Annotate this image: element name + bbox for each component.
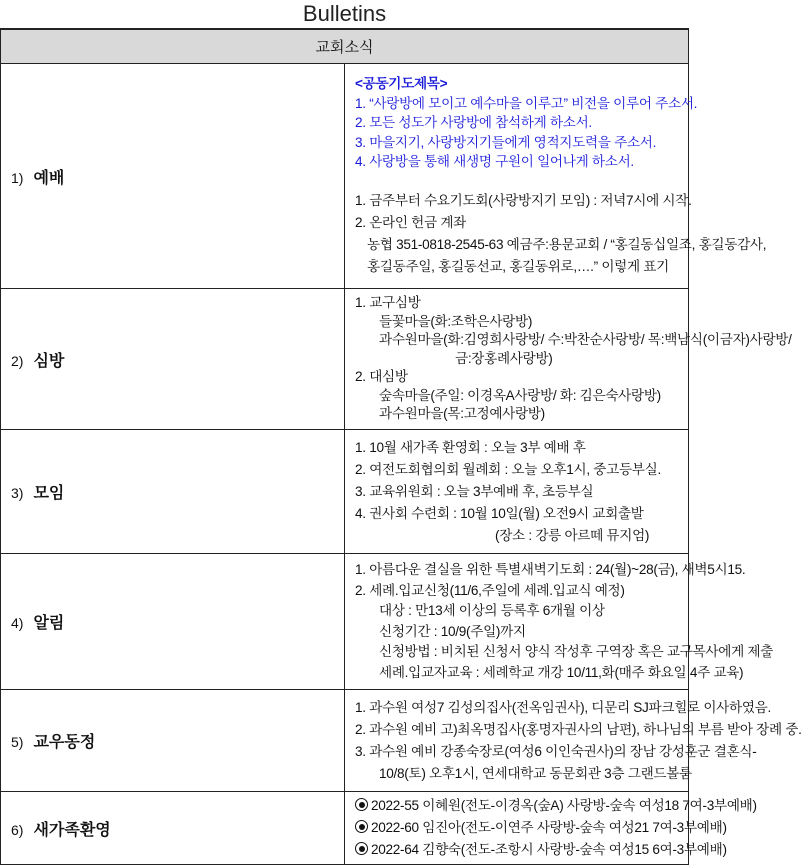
section-number: 6): [11, 821, 24, 838]
list-item: 1. 교구심방: [355, 295, 421, 311]
list-item: 신청기간 : 10/9(주일)까지: [379, 623, 526, 639]
list-item: 4. 권사회 수련회 : 10월 10일(월) 오전9시 교회출발: [355, 505, 644, 521]
prayer-item: 3. 마을지기, 사랑방지기들에게 영적지도력을 주소서.: [355, 134, 657, 150]
list-item: [355, 817, 727, 839]
list-item: 1. 금주부터 수요기도회(사랑방지기 모임) : 저녁7시에 시작.: [355, 192, 692, 208]
list-item: 2. 대심방: [355, 369, 408, 385]
prayer-title: <공동기도제목>: [355, 76, 448, 92]
section-meetings: [1, 430, 689, 554]
list-item: 3. 교육위원회 : 오늘 3부예배 후, 초등부실: [355, 483, 594, 499]
list-item: [355, 795, 757, 817]
page-title: Bulletins: [302, 1, 387, 26]
section-label: 모임: [33, 485, 65, 502]
list-item: 대상 : 만13세 이상의 등록후 6개월 이상: [379, 603, 605, 618]
list-item: (장소 : 강릉 아르떼 뮤지엄): [495, 527, 650, 543]
prayer-item: 4. 사랑방을 통해 새생명 구원이 일어나게 하소서.: [355, 154, 634, 170]
section-notices: [1, 554, 689, 690]
table-header: 교회소식: [1, 29, 689, 64]
radio-bullet-icon: [355, 798, 368, 811]
list-item: 세례.입교자교육 : 세례학교 개강 10/11,화(매주 화요일 4주 교육): [379, 664, 744, 680]
section-label: 교우동정: [33, 734, 96, 751]
list-item: 들꽃마을(화:조학은사랑방): [379, 313, 533, 329]
list-item: 홍길동주일, 홍길동선교, 홍길동위로,….” 이렇게 표기: [367, 258, 669, 274]
list-item: 3. 과수원 예비 강종숙장로(여성6 이인숙권사)의 장남 강성훈군 결혼식-: [355, 743, 757, 759]
section-member-news: [1, 690, 689, 792]
section-new-family: [1, 792, 689, 865]
list-item: 과수원마을(목:고정예사랑방): [379, 406, 545, 422]
list-item: 1. 과수원 여성7 김성의집사(전옥임권사), 디문리 SJ파크힐로 이사하였음.: [355, 699, 771, 715]
section-number: 4): [11, 615, 24, 631]
section-number: 3): [11, 485, 24, 501]
section-worship: [1, 64, 689, 289]
prayer-item: 1. “사랑방에 모이고 예수마을 이루고” 비전을 이루어 주소서.: [355, 95, 698, 111]
new-family-entry: 2022-64 김향숙(전도-조항시 사랑방-숲속 여성15 6여-3부예배): [371, 842, 727, 857]
list-item: 신청방법 : 비치된 신청서 양식 작성후 구역장 혹은 교구목사에게 제출: [379, 644, 774, 659]
list-item: [355, 839, 727, 861]
section-visitation: [1, 289, 689, 430]
section-number: 5): [11, 734, 24, 750]
list-item: 1. 아름다운 결실을 위한 특별새벽기도회 : 24(월)~28(금), 새벽5시15.: [355, 562, 746, 577]
new-family-entry: 2022-55 이혜원(전도-이경옥(숲A) 사랑방-숲속 여성18 7여-3부예배): [371, 798, 757, 813]
list-item: 2. 과수원 예비 고)최옥명집사(홍명자권사의 남편), 하나님의 부름 받아 장례 중.: [355, 721, 802, 737]
section-label: 알림: [33, 615, 65, 632]
list-item: 과수원마을(화:김영희사랑방/ 수:박찬순사랑방/ 목:백남식(이금자)사랑방/: [379, 332, 792, 348]
section-number: 2): [11, 352, 24, 369]
radio-bullet-icon: [355, 820, 368, 833]
radio-bullet-icon: [355, 842, 368, 855]
list-item: 2. 세례.입교신청(11/6,주일에 세례.입교식 예정): [355, 582, 625, 598]
prayer-item: 2. 모든 성도가 사랑방에 참석하게 하소서.: [355, 115, 592, 131]
list-item: 금:장홍례사랑방): [455, 350, 553, 366]
section-number: 1): [11, 169, 24, 186]
section-label: 심방: [33, 352, 65, 370]
bulletin-table: [0, 28, 802, 865]
list-item: 1. 10월 새가족 환영회 : 오늘 3부 예배 후: [355, 439, 586, 455]
list-item: 2. 온라인 헌금 계좌: [355, 214, 466, 230]
list-item: 10/8(토) 오후1시, 연세대학교 동문회관 3층 그랜드볼룸: [379, 765, 692, 781]
section-label: 예배: [33, 169, 65, 187]
section-label: 새가족환영: [33, 821, 111, 839]
new-family-entry: 2022-60 임진아(전도-이연주 사랑방-숲속 여성21 7여-3부예배): [371, 820, 727, 835]
list-item: 2. 여전도회협의회 월례회 : 오늘 오후1시, 중고등부실.: [355, 461, 661, 477]
list-item: 숲속마을(주일: 이경옥A사랑방/ 화: 김은숙사랑방): [379, 387, 661, 403]
list-item: 농협 351-0818-2545-63 예금주:용문교회 / “홍길동십일조, 홍길동감사,: [367, 236, 767, 252]
